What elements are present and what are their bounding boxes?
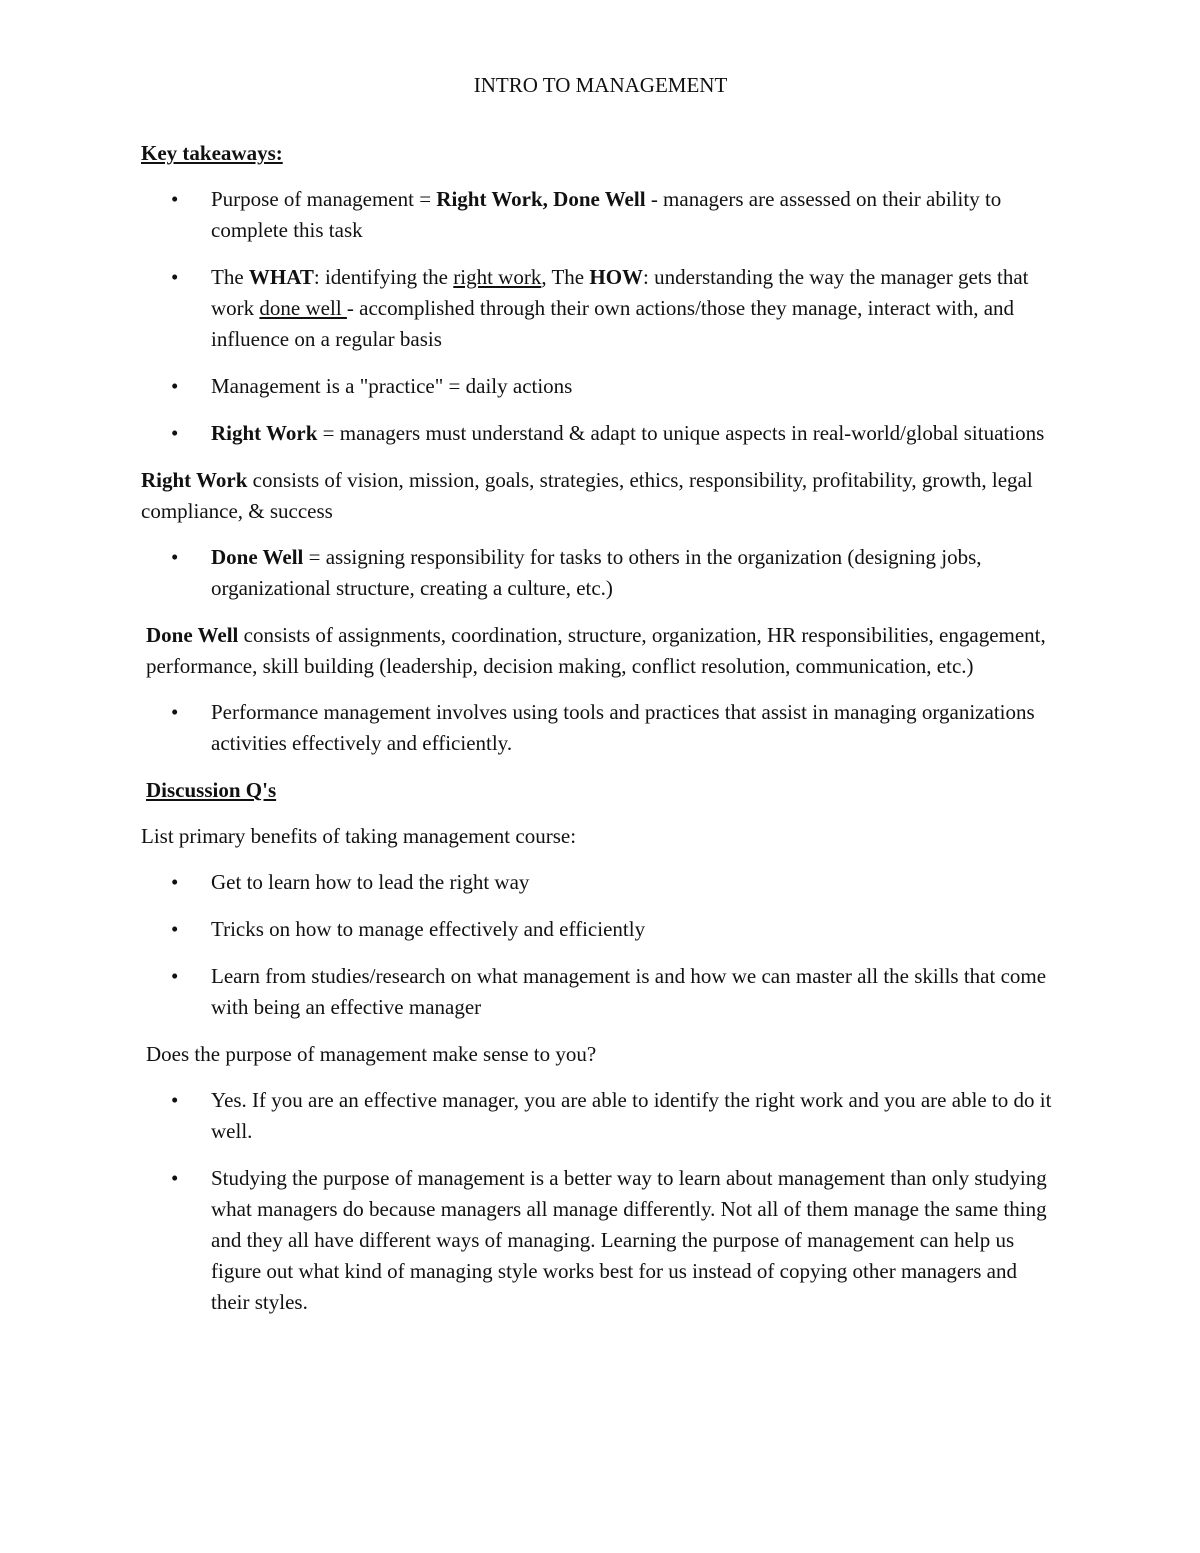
text-run: Get to learn how to lead the right way	[211, 870, 530, 894]
list-item	[141, 914, 1060, 945]
text-run: - accomplished through their own actions/those they manage, interact with, and influence on a regular basis	[211, 296, 1015, 351]
list-item	[141, 867, 1060, 898]
list-item	[141, 542, 1060, 604]
bullet-icon: •	[171, 1166, 179, 1190]
text-run: Learn from studies/research on what management is and how we can master all the skills that come with being an effective manager	[211, 964, 1047, 1019]
bullet-icon: •	[171, 1088, 179, 1112]
list-item	[141, 961, 1060, 1023]
text-run: Management is a "practice" = daily actions	[211, 374, 573, 398]
bullet-icon: •	[171, 917, 179, 941]
text-run: : identifying the	[313, 265, 454, 289]
list-item	[141, 697, 1060, 759]
underlined-text: done well	[259, 296, 347, 320]
list-item	[141, 184, 1060, 246]
text-run: , The	[541, 265, 590, 289]
done-well-list	[141, 542, 1060, 604]
text-run: Performance management involves using tools and practices that assist in managing organizations activities effectively and efficiently.	[211, 700, 1035, 755]
key-takeaways-heading: Key takeaways:	[141, 141, 283, 165]
text-run: = assigning responsibility for tasks to others in the organization (designing jobs, organizational structure, creating a culture, etc.)	[211, 545, 982, 600]
underlined-text: right work	[453, 265, 542, 289]
text-run: : understanding the way the manager gets that work	[211, 265, 1029, 320]
bold-text: Done Well	[211, 545, 304, 569]
bullet-icon: •	[171, 421, 179, 445]
discussion-heading: Discussion Q's	[146, 778, 277, 802]
bold-text: Right Work	[211, 421, 318, 445]
list-item	[141, 418, 1060, 449]
bold-text: Done Well	[146, 623, 239, 647]
bold-text: Right Work, Done Well	[436, 187, 646, 211]
bullet-icon: •	[171, 870, 179, 894]
list-item	[141, 371, 1060, 402]
question-1: List primary benefits of taking management course:	[141, 824, 577, 848]
performance-list	[141, 697, 1060, 759]
question-1-answers	[141, 867, 1060, 1023]
text-run: = managers must understand & adapt to unique aspects in real-world/global situations	[317, 421, 1045, 445]
bullet-icon: •	[171, 545, 179, 569]
bold-text: Right Work	[141, 468, 248, 492]
right-work-paragraph	[141, 465, 1060, 527]
bullet-icon: •	[171, 265, 179, 289]
text-run: Purpose of management =	[211, 187, 437, 211]
text-run: Studying the purpose of management is a better way to learn about management than only studying what managers do because managers all manage differently. Not all of them manage the same thing and they all have different ways of managing. Learning the purpose of management can help us figure out what kind of managing style works best for us instead of copying other managers and their styles.	[211, 1166, 1047, 1314]
question-2: Does the purpose of management make sense to you?	[146, 1042, 597, 1066]
text-run: Yes. If you are an effective manager, you are able to identify the right work and you are able to do it well.	[211, 1088, 1052, 1143]
list-item	[141, 1085, 1060, 1147]
bold-text: WHAT	[248, 265, 314, 289]
question-2-answers	[141, 1085, 1060, 1318]
key-takeaways-list	[141, 184, 1060, 449]
bullet-icon: •	[171, 187, 179, 211]
list-item	[141, 1163, 1060, 1318]
bullet-icon: •	[171, 964, 179, 988]
text-run: - managers are assessed on their ability to complete this task	[211, 187, 1002, 242]
document-title: INTRO TO MANAGEMENT	[473, 73, 728, 97]
bullet-icon: •	[171, 700, 179, 724]
text-run: consists of vision, mission, goals, strategies, ethics, responsibility, profitability, growth, legal compliance, & success	[141, 468, 1033, 523]
text-run: Tricks on how to manage effectively and efficiently	[211, 917, 646, 941]
bold-text: HOW	[589, 265, 644, 289]
list-item	[141, 262, 1060, 355]
bullet-icon: •	[171, 374, 179, 398]
done-well-paragraph	[141, 620, 1060, 682]
text-run: consists of assignments, coordination, structure, organization, HR responsibilities, engagement, performance, skill building (leadership, decision making, conflict resolution, communication, etc.)	[146, 623, 1046, 678]
text-run: The	[211, 265, 249, 289]
